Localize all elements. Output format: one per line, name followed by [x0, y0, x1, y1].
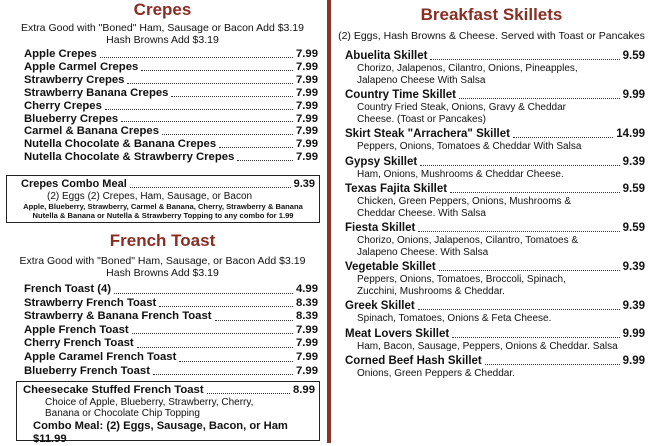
- crepes-note-line2: Hash Browns Add $3.19: [106, 34, 219, 46]
- item-price: 7.99: [296, 138, 318, 151]
- menu-item: [24, 138, 318, 151]
- item-name: Apple French Toast: [24, 323, 129, 336]
- combo-desc: (2) Eggs (2) Crepes, Ham, Sausage, or Bacon: [47, 191, 253, 202]
- skillet-desc: [345, 63, 645, 86]
- leader-dots: [141, 70, 293, 71]
- skillet-item: [345, 183, 645, 219]
- menu-item: [24, 365, 318, 379]
- leader-dots: [179, 361, 293, 362]
- desc-line: Peppers, Onions, Tomatoes, Broccoli, Spinach,: [357, 274, 566, 285]
- skillet-desc: [345, 274, 645, 297]
- french-toast-note: [0, 255, 325, 279]
- item-name: Skirt Steak "Arrachera" Skillet: [345, 128, 510, 140]
- menu-item: [24, 151, 318, 164]
- cheesecake-combo: Combo Meal: (2) Eggs, Sausage, Bacon, or Ham $11.99: [33, 420, 288, 445]
- cheesecake-desc-1: Choice of Apple, Blueberry, Strawberry, Cherry,: [45, 397, 254, 408]
- item-name: Corned Beef Hash Skillet: [345, 355, 482, 367]
- leader-dots: [132, 333, 293, 334]
- skillet-desc: [345, 313, 645, 325]
- desc-line: Cheese. (Toast or Pancakes): [357, 113, 486, 125]
- combo-topping-note-1: Apple, Blueberry, Strawberry, Carmel & Banana, Cherry, Strawberry & Banana: [23, 202, 303, 211]
- leader-dots: [452, 337, 619, 338]
- item-price: 7.99: [296, 125, 318, 138]
- item-price: 7.99: [296, 112, 318, 125]
- skillet-desc: [345, 102, 645, 125]
- desc-line: Chorizo, Jalapenos, Cilantro, Onions, Pineapples,: [357, 63, 578, 74]
- leader-dots: [153, 374, 293, 375]
- leader-dots: [100, 57, 293, 58]
- desc-line: Peppers, Onions, Tomatoes & Cheddar With Salsa: [357, 141, 582, 152]
- leader-dots: [439, 270, 620, 271]
- item-price: 9.99: [622, 89, 645, 101]
- skillet-item: [345, 328, 645, 353]
- item-name: Strawberry & Banana French Toast: [24, 310, 212, 323]
- item-name: Meat Lovers Skillet: [345, 327, 450, 340]
- leader-dots: [450, 192, 620, 193]
- leader-dots: [137, 347, 293, 348]
- skillet-item: [345, 128, 645, 153]
- desc-line: Jalapeno Cheese. With Salsa: [357, 246, 489, 258]
- item-name: Nutella Chocolate & Banana Crepes: [24, 138, 217, 151]
- menu-item: [24, 324, 318, 338]
- combo-header: [7, 176, 319, 191]
- item-price: 8.39: [296, 310, 318, 323]
- cheesecake-price: 8.99: [293, 384, 315, 396]
- item-name: Blueberry Crepes: [24, 112, 119, 125]
- desc-line: Jalapeno Cheese With Salsa: [357, 74, 486, 86]
- menu-item: [24, 48, 318, 61]
- french-toast-title: French Toast: [109, 231, 216, 250]
- leader-dots: [430, 59, 619, 60]
- desc-line: Cheddar Cheese. With Salsa: [357, 207, 486, 219]
- item-price: 7.99: [296, 48, 318, 60]
- desc-line: Onions, Green Peppers & Cheddar.: [357, 368, 515, 379]
- leader-dots: [219, 147, 293, 148]
- cheesecake-name: Cheesecake Stuffed French Toast: [23, 384, 204, 396]
- leader-dots: [513, 137, 613, 138]
- item-name: Vegetable Skillet: [345, 261, 436, 273]
- leader-dots: [130, 187, 291, 188]
- item-price: 7.99: [296, 364, 318, 377]
- item-price: 7.99: [296, 337, 318, 350]
- skillet-desc: [345, 341, 645, 353]
- column-divider: [327, 0, 331, 443]
- skillet-item: [345, 300, 645, 325]
- item-name: Strawberry Banana Crepes: [24, 86, 169, 99]
- leader-dots: [121, 121, 293, 122]
- leader-dots: [127, 83, 293, 84]
- menu-item: [24, 297, 318, 311]
- leader-dots: [459, 98, 620, 99]
- leader-dots: [215, 320, 294, 321]
- combo-topping-note-2: Nutella & Banana or Nutella & Strawberry Topping to any combo for 1.99: [32, 211, 294, 220]
- french-toast-note-line2: Hash Browns Add $3.19: [106, 267, 219, 279]
- skillet-header: [345, 261, 645, 274]
- skillet-header: [345, 222, 645, 235]
- french-toast-note-line1: Extra Good with "Boned" Ham, Sausage, or Bacon Add $3.19: [19, 255, 306, 267]
- item-name: Greek Skillet: [345, 300, 415, 312]
- menu-item: [24, 113, 318, 126]
- skillet-header: [345, 183, 645, 196]
- crepes-note: [0, 22, 325, 46]
- leader-dots: [237, 160, 293, 161]
- menu-item: [24, 100, 318, 113]
- desc-line: Country Fried Steak, Onions, Gravy & Cheddar: [357, 102, 566, 113]
- menu-item: [24, 74, 318, 87]
- menu-item: [24, 351, 318, 365]
- item-price: 7.99: [296, 99, 318, 112]
- item-price: 9.99: [622, 327, 645, 340]
- item-name: Apple Caramel French Toast: [24, 350, 177, 363]
- skillet-item: [345, 222, 645, 258]
- item-name: Strawberry French Toast: [24, 296, 157, 309]
- item-name: Apple Crepes: [24, 48, 97, 60]
- skillet-item: [345, 261, 645, 297]
- item-price: 9.59: [622, 50, 645, 62]
- item-name: Texas Fajita Skillet: [345, 183, 448, 195]
- desc-line: Chorizo, Onions, Jalapenos, Cilantro, Tomatoes &: [357, 235, 579, 246]
- menu-item: [24, 283, 318, 297]
- leader-dots: [420, 165, 619, 166]
- desc-line: Ham, Onions, Mushrooms & Cheddar Cheese.: [357, 168, 564, 180]
- skillet-item: [345, 50, 645, 86]
- skillet-item: [345, 89, 645, 125]
- skillet-desc: [345, 368, 645, 380]
- desc-line: Chicken, Green Peppers, Onions, Mushrooms &: [357, 196, 571, 207]
- skillet-item: [345, 355, 645, 380]
- item-price: 7.99: [296, 60, 318, 73]
- item-name: Abuelita Skillet: [345, 50, 428, 62]
- desc-line: Ham, Bacon, Sausage, Peppers, Onions & Cheddar. Salsa: [357, 340, 618, 352]
- item-name: Cherry Crepes: [24, 99, 102, 112]
- leader-dots: [114, 293, 293, 294]
- item-name: Nutella Chocolate & Strawberry Crepes: [24, 151, 235, 164]
- leader-dots: [485, 364, 620, 365]
- menu-item: [24, 310, 318, 324]
- item-price: 9.39: [622, 300, 645, 312]
- menu-item: [24, 125, 318, 138]
- skillet-header: [345, 156, 645, 169]
- item-name: Cherry French Toast: [24, 337, 134, 350]
- leader-dots: [418, 231, 619, 232]
- item-price: 9.59: [622, 183, 645, 195]
- item-price: 7.99: [296, 323, 318, 336]
- item-name: French Toast (4): [24, 283, 112, 295]
- skillet-desc: [345, 196, 645, 219]
- item-price: 14.99: [616, 128, 645, 140]
- item-price: 9.99: [622, 355, 645, 367]
- skillets-subtitle: (2) Eggs, Hash Browns & Cheese. Served with Toast or Pancakes: [338, 30, 645, 42]
- item-name: Carmel & Banana Crepes: [24, 125, 159, 138]
- cheesecake-header: [17, 382, 319, 397]
- french-toast-list: [24, 283, 318, 378]
- skillets-list: [345, 50, 645, 383]
- skillet-desc: [345, 141, 645, 153]
- left-column: [0, 0, 325, 443]
- leader-dots: [418, 309, 620, 310]
- item-price: 7.99: [296, 86, 318, 99]
- item-name: Apple Carmel Crepes: [24, 60, 139, 73]
- item-price: 7.99: [296, 151, 318, 164]
- skillet-desc: [345, 169, 645, 181]
- leader-dots: [207, 393, 290, 394]
- skillets-title: Breakfast Skillets: [420, 5, 563, 24]
- right-column: [333, 0, 650, 443]
- item-name: Blueberry French Toast: [24, 364, 150, 377]
- skillet-header: [345, 300, 645, 313]
- combo-name: Crepes Combo Meal: [21, 178, 127, 190]
- menu-item: [24, 87, 318, 100]
- item-price: 4.99: [296, 283, 318, 295]
- item-name: Strawberry Crepes: [24, 73, 125, 86]
- skillet-header: [345, 89, 645, 102]
- leader-dots: [171, 96, 293, 97]
- skillet-header: [345, 328, 645, 341]
- cheesecake-box: [16, 381, 320, 445]
- desc-line: Zucchini, Mushrooms & Cheddar.: [357, 285, 505, 297]
- item-price: 9.59: [622, 222, 645, 234]
- leader-dots: [162, 134, 293, 135]
- crepes-note-line1: Extra Good with "Boned" Ham, Sausage or Bacon Add $3.19: [21, 22, 304, 34]
- skillet-header: [345, 50, 645, 63]
- crepes-title: Crepes: [133, 0, 192, 19]
- item-price: 7.99: [296, 350, 318, 363]
- menu-item: [24, 61, 318, 74]
- crepes-list: [24, 48, 318, 164]
- leader-dots: [159, 306, 293, 307]
- leader-dots: [105, 109, 293, 110]
- desc-line: Spinach, Tomatoes, Onions & Feta Cheese.: [357, 313, 552, 324]
- item-price: 9.39: [622, 155, 645, 168]
- skillet-header: [345, 355, 645, 368]
- item-price: 8.39: [296, 296, 318, 309]
- item-name: Fiesta Skillet: [345, 222, 416, 234]
- menu-item: [24, 337, 318, 351]
- item-price: 7.99: [296, 73, 318, 86]
- crepes-combo-box: [6, 175, 320, 223]
- combo-price: 9.39: [293, 178, 315, 190]
- cheesecake-desc-2: Banana or Chocolate Chip Topping: [45, 408, 200, 419]
- item-price: 9.39: [622, 261, 645, 273]
- item-name: Country Time Skillet: [345, 89, 456, 101]
- item-name: Gypsy Skillet: [345, 155, 418, 168]
- skillet-header: [345, 128, 645, 141]
- skillet-desc: [345, 235, 645, 258]
- skillet-item: [345, 156, 645, 181]
